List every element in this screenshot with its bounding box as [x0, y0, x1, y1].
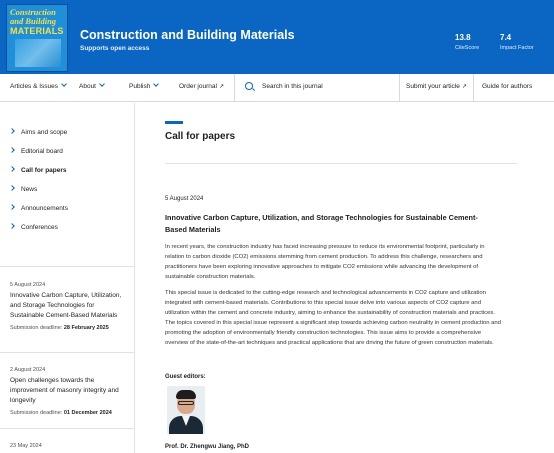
sidebar-divider [0, 428, 135, 429]
search-input[interactable]: Search in this journal [262, 83, 323, 90]
nav-publish[interactable] [129, 83, 158, 90]
photo-hair [176, 390, 196, 399]
chevron-down-icon [99, 81, 105, 87]
sidebar-item-label: Conferences [21, 224, 58, 231]
citescore-value: 13.8 [455, 33, 471, 42]
journal-cover-image[interactable] [6, 4, 68, 72]
news-title[interactable]: Innovative Carbon Capture, Utilization, and Storage Technologies for Sustainable Cement-Based Materials [10, 292, 122, 319]
article-paragraph-1: In recent years, the construction industry has faced increasing pressure to reduce its environmental footprint, particularly in relation to carbon dioxide (CO2) emissions stemming from cement production. To address this challenge, researchers and practitioners have been exploring innovative approaches to mitigate CO2 emissions while advancing the development of sustainable construction materials. [165, 244, 485, 280]
deadline-label: Submission deadline: [10, 325, 63, 331]
title-accent-bar [165, 121, 183, 124]
content-divider [165, 163, 517, 164]
citescore-metric[interactable] [455, 33, 479, 51]
sidebar-news-item[interactable] [10, 443, 130, 449]
cover-title: Construction and Building [10, 7, 57, 26]
sidebar-item-news[interactable] [10, 186, 37, 193]
news-date: 23 May 2024 [10, 443, 42, 449]
open-access-label: Supports open access [80, 45, 150, 52]
chevron-right-icon [9, 166, 15, 172]
sidebar [0, 103, 135, 453]
sidebar-item-label: Call for papers [21, 167, 67, 174]
nav-order-journal-label: Order journal [179, 83, 217, 90]
sidebar-item-editorial-board[interactable] [10, 148, 63, 155]
chevron-right-icon [9, 185, 15, 191]
article-date: 5 August 2024 [165, 196, 204, 202]
guest-editors-heading: Guest editors: [165, 374, 206, 380]
chevron-right-icon [9, 128, 15, 134]
main-content [136, 103, 554, 453]
nav-order-journal[interactable] [179, 83, 224, 90]
impact-factor-value: 7.4 [500, 33, 512, 42]
guest-editor-name: Prof. Dr. Zhengwu Jiang, PhD [165, 444, 250, 450]
sidebar-item-label: News [21, 186, 38, 193]
news-date: 5 August 2024 [10, 282, 46, 288]
impact-factor-label: Impact Factor [500, 45, 534, 51]
article-paragraph-2: This special issue is dedicated to the cutting-edge research and technological advancements in CO2 capture and utilization integrated with cement-based materials. Contributions to this special issue delve into various aspects of CO2 capture and utilization within the cement and concrete industry, aiming to enhance the sustainability of construction materials and practices. The topics covered in this special issue represent a significant step towards achieving carbon neutrality in cement production and promoting the adoption of environmentally friendly construction technologies. This issue aims to provide a comprehensive overview of the state-of-the-art techniques and practical applications that are driving the future of green construction materials. [165, 290, 501, 346]
journal-header [0, 0, 554, 74]
article-title: Innovative Carbon Capture, Utilization, and Storage Technologies for Sustainable Cement-Based Materials [165, 213, 478, 234]
sidebar-item-label: Aims and scope [21, 129, 68, 136]
sidebar-item-call-for-papers[interactable] [10, 167, 67, 174]
cover-artwork [15, 39, 61, 67]
deadline-date: 01 December 2024 [63, 410, 112, 416]
chevron-right-icon [9, 223, 15, 229]
nav-about[interactable] [79, 83, 104, 90]
sidebar-item-aims-scope[interactable] [10, 129, 67, 136]
page-title: Call for papers [165, 131, 236, 142]
nav-guide-for-authors[interactable]: Guide for authors [482, 83, 533, 90]
sidebar-news-item[interactable] [10, 367, 130, 416]
deadline-date: 28 February 2025 [63, 325, 109, 331]
journal-title[interactable]: Construction and Building Materials [80, 28, 295, 42]
nav-articles-issues[interactable] [10, 83, 66, 90]
cover-subtitle: MATERIALS [10, 26, 64, 36]
chevron-down-icon [61, 81, 67, 87]
external-link-icon: ↗ [218, 84, 224, 90]
chevron-down-icon [153, 81, 159, 87]
nav-submit-article-label: Submit your article [406, 83, 460, 90]
photo-glasses [178, 401, 194, 405]
search-icon [245, 82, 253, 90]
guest-editor-photo [167, 386, 205, 434]
nav-publish-label: Publish [129, 83, 151, 90]
news-date: 2 August 2024 [10, 367, 46, 373]
external-link-icon: ↗ [461, 84, 467, 90]
citescore-label: CiteScore [455, 45, 480, 51]
chevron-right-icon [9, 147, 15, 153]
sidebar-item-conferences[interactable] [10, 224, 58, 231]
nav-divider [473, 74, 474, 102]
sidebar-item-label: Announcements [21, 205, 68, 212]
deadline-label: Submission deadline: [10, 410, 63, 416]
news-deadline [10, 325, 130, 331]
nav-about-label: About [79, 83, 96, 90]
sidebar-item-announcements[interactable] [10, 205, 68, 212]
nav-submit-article[interactable] [406, 83, 467, 90]
sidebar-divider [0, 352, 135, 353]
impact-factor-metric[interactable] [500, 33, 534, 51]
journal-search[interactable] [234, 74, 400, 102]
sidebar-news-item[interactable] [10, 282, 130, 331]
chevron-right-icon [9, 204, 15, 210]
sidebar-item-label: Editorial board [21, 148, 63, 155]
nav-articles-issues-label: Articles & Issues [10, 83, 59, 90]
news-deadline [10, 410, 130, 416]
sidebar-divider [0, 266, 135, 267]
news-title[interactable]: Open challenges towards the improvement of masonry integrity and longevity [10, 377, 119, 404]
